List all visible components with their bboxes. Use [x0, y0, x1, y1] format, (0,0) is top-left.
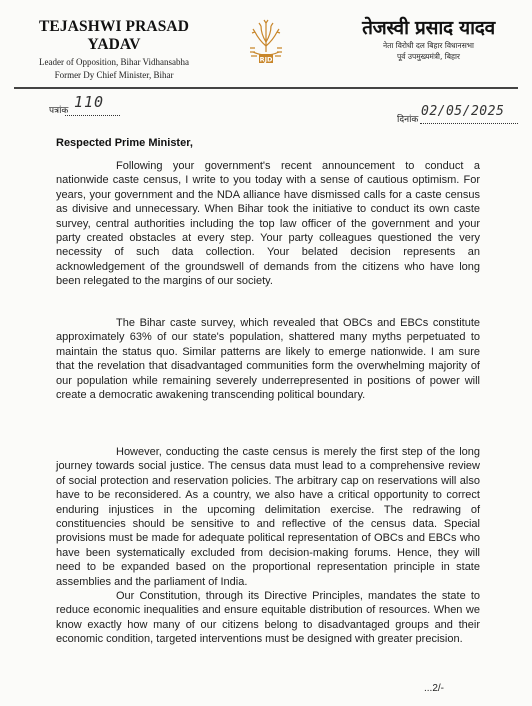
reference-number: 110	[74, 93, 105, 111]
sender-role-english-2: Former Dy Chief Minister, Bihar	[54, 70, 174, 80]
body-paragraph-4: Our Constitution, through its Directive Principles, mandates the state to reduce economic inequalities and ensure equitable distribution of resources. When we know exactly how many of our citizens belong to disadvantaged groups and their economic condition, targeted interventions must be designed with greater precision.	[56, 590, 480, 646]
body-paragraph-3: However, conducting the caste census is merely the first step of the long journey towards social justice. The census data must lead to a comprehensive review of social protection and reservation policies. The arbitrary cap on reservations will also have to be reconsidered. As a country, we also have a critical opportunity to correct enduring injustices in the upcoming delimitation exercise. The redrawing of constituencies should be sensitive to and reflective of the census data. Special provisions must be made for adequate political representation of OBCs and EBCs who have been systematically excluded from decision-making forums. Hence, they will need to be expanded based on the proportional representation principle in state assemblies and the parliament of India.	[56, 446, 480, 588]
svg-text:RJD: RJD	[259, 55, 273, 64]
salutation: Respected Prime Minister,	[56, 137, 193, 149]
body-paragraph-2: The Bihar caste survey, which revealed that OBCs and EBCs constitute approximately 63% of our state's population, shattered many myths perpetuated to maintain the status quo. Similar patterns are likely to emerge nationwide. I am sure that the revelation that disadvantaged communities form the overwhelming majority of our population while remaining severely underrepresented in positions of power will create a democratic awakening transcending political boundary.	[56, 317, 480, 402]
sender-name-english: TEJASHWI PRASAD YADAV	[38, 18, 190, 53]
reference-underline	[65, 115, 120, 116]
body-paragraph-1: Following your government's recent announcement to conduct a nationwide caste census, I write to you today with a sense of cautious optimism. For years, your government and the NDA alliance have dismissed calls for a caste census as divisive and unnecessary. When Bihar took the initiative to conduct its own caste survey, central authorities including the top law officer of the government and your party created obstacles at every step. Your party colleagues questioned the very necessity of such data collection. Your belated decision represents an acknowledgement of the groundswell of demands from the citizens who have long been relegated to the margins of our society.	[56, 160, 480, 288]
page-continuation-marker: ...2/-	[424, 683, 445, 694]
date-label: दिनांक	[397, 115, 419, 125]
sender-role-english-1: Leader of Opposition, Bihar Vidhansabha	[38, 57, 189, 67]
date-underline	[420, 123, 518, 124]
reference-label: पत्रांक	[49, 106, 69, 116]
date-value: 02/05/2025	[421, 104, 505, 119]
letterhead-divider	[14, 87, 518, 89]
sender-role-hindi-2: पूर्व उपमुख्यमंत्री, बिहार	[397, 52, 460, 61]
party-emblem-icon	[247, 18, 285, 76]
letterhead-hindi	[336, 14, 521, 62]
letterhead-english	[14, 18, 214, 80]
sender-name-hindi: तेजस्वी प्रसाद यादव	[362, 17, 495, 39]
sender-role-hindi-1: नेता विरोधी दल बिहार विधानसभा	[383, 41, 474, 50]
